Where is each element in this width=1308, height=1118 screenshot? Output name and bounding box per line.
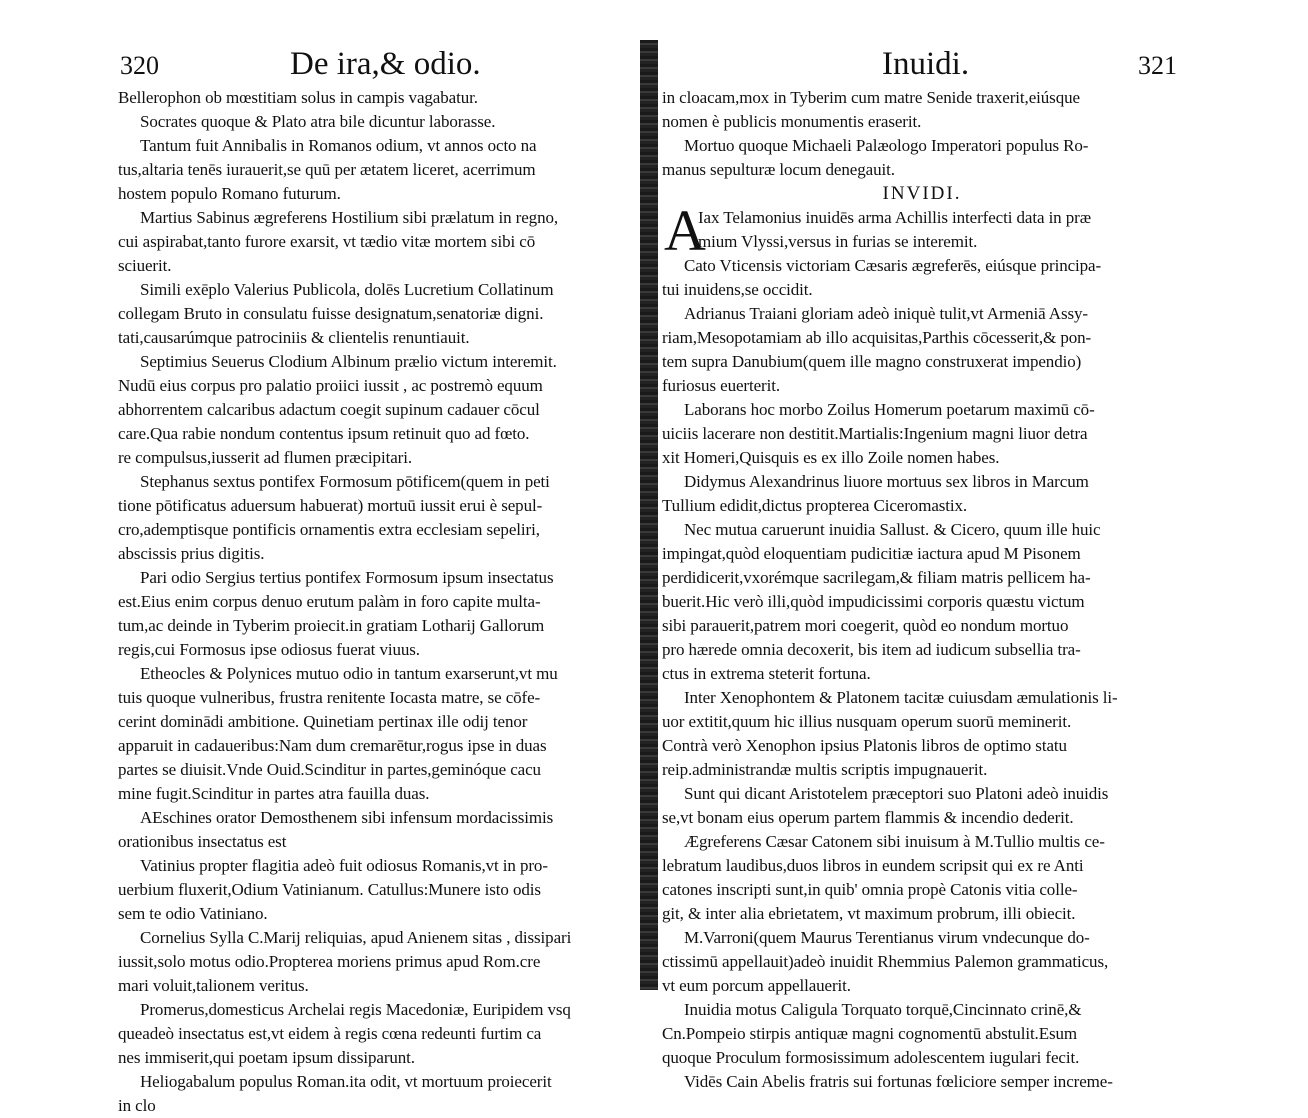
text-line: vt eum porcum appellauerit. — [662, 976, 851, 995]
text-line: perdidicerit,vxorémque sacrilegam,& filiam matris pellicem ha- — [662, 568, 1091, 587]
text-line: reip.administrandæ multis scriptis impugnauerit. — [662, 760, 988, 779]
text-line: iussit,solo motus odio.Propterea moriens primus apud Rom.cre — [118, 952, 541, 971]
text-line: Pari odio Sergius tertius pontifex Formosum ipsum insectatus — [140, 568, 554, 587]
text-line: ctus in extrema steterit fortuna. — [662, 664, 871, 683]
running-head: De ira,& odio. — [290, 46, 481, 82]
page-number: 320 — [120, 51, 159, 80]
text-line: Cato Vticensis victoriam Cæsaris ægreferēs, eiúsque principa- — [684, 256, 1102, 275]
text-line: cro,ademptisque pontificis ornamentis extra ecclesiam sepeliri, — [118, 520, 540, 539]
text-line: tum,ac deinde in Tyberim proiecit.in gratiam Lotharij Gallorum — [118, 616, 545, 635]
text-line: Mortuo quoque Michaeli Palæologo Imperatori populus Ro- — [684, 136, 1089, 155]
text-line: mari voluit,talionem veritus. — [118, 976, 309, 995]
text-line: manus sepulturæ locum denegauit. — [662, 160, 895, 179]
text-line: Vatinius propter flagitia adeò fuit odiosus Romanis,vt in pro- — [140, 856, 548, 875]
text-line: Heliogabalum populus Roman.ita odit, vt mortuum proiecerit — [140, 1072, 552, 1091]
text-line: pro hærede omnia decoxerit, bis item ad iudicum subsellia tra- — [662, 640, 1081, 659]
text-line: nomen è publicis monumentis eraserit. — [662, 112, 922, 131]
text-line: Ægreferens Cæsar Catonem sibi inuisum à M.Tullio multis ce- — [684, 832, 1105, 851]
text-line: sciuerit. — [118, 256, 172, 275]
text-line: uiciis lacerare non destitit.Martialis:Ingenium magni liuor detra — [662, 424, 1088, 443]
text-line: Promerus,domesticus Archelai regis Macedoniæ, Euripidem vsq — [140, 1000, 571, 1019]
text-line: queadeò insectatus est,vt eidem à regis cœna redeunti furtim ca — [118, 1024, 542, 1043]
text-line: Martius Sabinus ægreferens Hostilium sibi prælatum in regno, — [140, 208, 559, 227]
text-line: Nec mutua caruerunt inuidia Sallust. & Cicero, quum ille huic — [684, 520, 1101, 539]
drop-cap-letter: A — [664, 198, 706, 263]
text-line: Socrates quoque & Plato atra bile dicuntur laborasse. — [140, 112, 496, 131]
text-line: tus,altaria tenēs iurauerit,se quū per ætatem liceret, acerrimum — [118, 160, 536, 179]
text-line: sem te odio Vatiniano. — [118, 904, 268, 923]
section-heading: INVIDI. — [882, 183, 962, 204]
text-line: Vidēs Cain Abelis fratris sui fortunas fœliciore semper increme- — [684, 1072, 1113, 1091]
text-line: Cn.Pompeio stirpis antiquæ magni cognomentū abstulit.Esum — [662, 1024, 1078, 1043]
text-line: se,vt bonam eius operum partem flammis & incendio dederit. — [662, 808, 1074, 827]
text-line: hostem populo Romano futurum. — [118, 184, 341, 203]
text-line: Adrianus Traiani gloriam adeò iniquè tulit,vt Armeniā Assy- — [684, 304, 1088, 323]
text-line: riam,Mesopotamiam ab illo acquisitas,Parthis cōcesserit,& pon- — [662, 328, 1092, 347]
text-line: M.Varroni(quem Maurus Terentianus virum vndecunque do- — [684, 928, 1090, 947]
text-line: tuis quoque vulneribus, frustra renitente Iocasta matre, se cōfe- — [118, 688, 541, 707]
text-line: orationibus insectatus est — [118, 832, 287, 851]
right-page — [660, 0, 1308, 1091]
text-line: buerit.Hic verò illi,quòd impudicissimi corporis quæstu victum — [662, 592, 1085, 611]
text-line: cerint dominādi ambitione. Quinetiam pertinax ille odij tenor — [118, 712, 528, 731]
text-line: regis,cui Formosus ipse odiosus fuerat viuus. — [118, 640, 420, 659]
text-line: git, & inter alia ebrietatem, vt maximum probrum, illi obiecit. — [662, 904, 1076, 923]
running-head: Inuidi. — [882, 46, 970, 82]
text-line: impingat,quòd eloquentiam pudicitiæ iactura apud M Pisonem — [662, 544, 1081, 563]
text-line: abhorrentem calcaribus adactum coegit supinum cadauer cōcul — [118, 400, 540, 419]
text-line: est.Eius enim corpus denuo erutum palàm in foro capite multa- — [118, 592, 541, 611]
text-line: AEschines orator Demosthenem sibi infensum mordacissimis — [140, 808, 554, 827]
text-line: Tantum fuit Annibalis in Romanos odium, vt annos octo na — [140, 136, 537, 155]
text-line: Iax Telamonius inuidēs arma Achillis interfecti data in præ — [698, 208, 1091, 227]
text-line: nes immiserit,qui poetam ipsum dissiparunt. — [118, 1048, 415, 1067]
text-line: Simili exēplo Valerius Publicola, dolēs Lucretium Collatinum — [140, 280, 554, 299]
text-line: Nudū eius corpus pro palatio proiici iussit , ac postremò equum — [118, 376, 543, 395]
text-line: Septimius Seuerus Clodium Albinum prælio victum interemit. — [140, 352, 557, 371]
page-number: 321 — [1138, 51, 1177, 80]
text-line: ctissimū appellauit)adeò inuidit Rhemmius Palemon grammaticus, — [662, 952, 1109, 971]
text-line: xit Homeri,Quisquis es ex illo Zoile nomen habes. — [662, 448, 1000, 467]
text-line: Laborans hoc morbo Zoilus Homerum poetarum maximū cō- — [684, 400, 1095, 419]
text-line: partes se diuisit.Vnde Ouid.Scinditur in partes,geminóque cacu — [118, 760, 541, 779]
book-gutter — [640, 40, 658, 990]
text-line: Stephanus sextus pontifex Formosum pōtificem(quem in peti — [140, 472, 550, 491]
text-line: tem supra Danubium(quem ille magno construxerat impendio) — [662, 352, 1082, 371]
text-line: uor extitit,quum hic illius nusquam operum suorū meminerit. — [662, 712, 1072, 731]
text-line: sibi parauerit,patrem mori coegerit, quòd eo nondum mortuo — [662, 616, 1069, 635]
text-line: tione pōtificatus aduersum habuerat) mortuū iussit erui è sepul- — [118, 496, 543, 515]
left-page — [0, 0, 645, 1115]
text-line: care.Qua rabie nondum contentus ipsum retinuit quo ad fœto. — [118, 424, 530, 443]
text-line: in cloacam,mox in Tyberim cum matre Senide traxerit,eiúsque — [662, 88, 1080, 107]
text-line: Bellerophon ob mœstitiam solus in campis vagabatur. — [118, 88, 478, 107]
text-line: uerbium fluxerit,Odium Vatinianum. Catullus:Munere isto odis — [118, 880, 541, 899]
text-line: cui aspirabat,tanto furore exarsit, vt tædio vitæ mortem sibi cō — [118, 232, 536, 251]
text-line: in clo — [118, 1096, 156, 1115]
text-line: mium Vlyssi,versus in furias se interemit. — [698, 232, 978, 251]
text-line: Inuidia motus Caligula Torquato torquē,Cincinnato crinē,& — [684, 1000, 1082, 1019]
text-line: Etheocles & Polynices mutuo odio in tantum exarserunt,vt mu — [140, 664, 558, 683]
text-line: lebratum laudibus,duos libros in eundem scripsit qui ex re Anti — [662, 856, 1084, 875]
text-line: Didymus Alexandrinus liuore mortuus sex libros in Marcum — [684, 472, 1089, 491]
text-line: abscissis prius digitis. — [118, 544, 265, 563]
text-block — [118, 86, 638, 1118]
text-line: Cornelius Sylla C.Marij reliquias, apud Anienem sitas , dissipari — [140, 928, 572, 947]
text-line: Sunt qui dicant Aristotelem præceptori suo Platoni adeò inuidis — [684, 784, 1109, 803]
text-line: apparuit in cadaueribus:Nam dum cremarētur,rogus ipse in duas — [118, 736, 547, 755]
text-block — [662, 86, 1182, 1094]
text-line: Tullium edidit,dictus propterea Ciceromastix. — [662, 496, 968, 515]
text-line: furiosus euerterit. — [662, 376, 781, 395]
text-line: tui inuidens,se occidit. — [662, 280, 813, 299]
text-line: collegam Bruto in consulatu fuisse designatum,senatoriæ digni. — [118, 304, 544, 323]
text-line: catones inscripti sunt,in quib' omnia propè Catonis vitia colle- — [662, 880, 1078, 899]
text-line: Contrà verò Xenophon ipsius Platonis libros de optimo statu — [662, 736, 1067, 755]
dropcap-paragraph — [662, 198, 1182, 263]
text-line: mine fugit.Scinditur in partes atra fauilla duas. — [118, 784, 430, 803]
text-line: re compulsus,iusserit ad flumen præcipitari. — [118, 448, 412, 467]
text-line: tati,causarúmque patrociniis & clientelis renuntiauit. — [118, 328, 470, 347]
text-line: quoque Proculum formosissimum adolescentem iugulari fecit. — [662, 1048, 1080, 1067]
text-line: Inter Xenophontem & Platonem tacitæ cuiusdam æmulationis li- — [684, 688, 1118, 707]
